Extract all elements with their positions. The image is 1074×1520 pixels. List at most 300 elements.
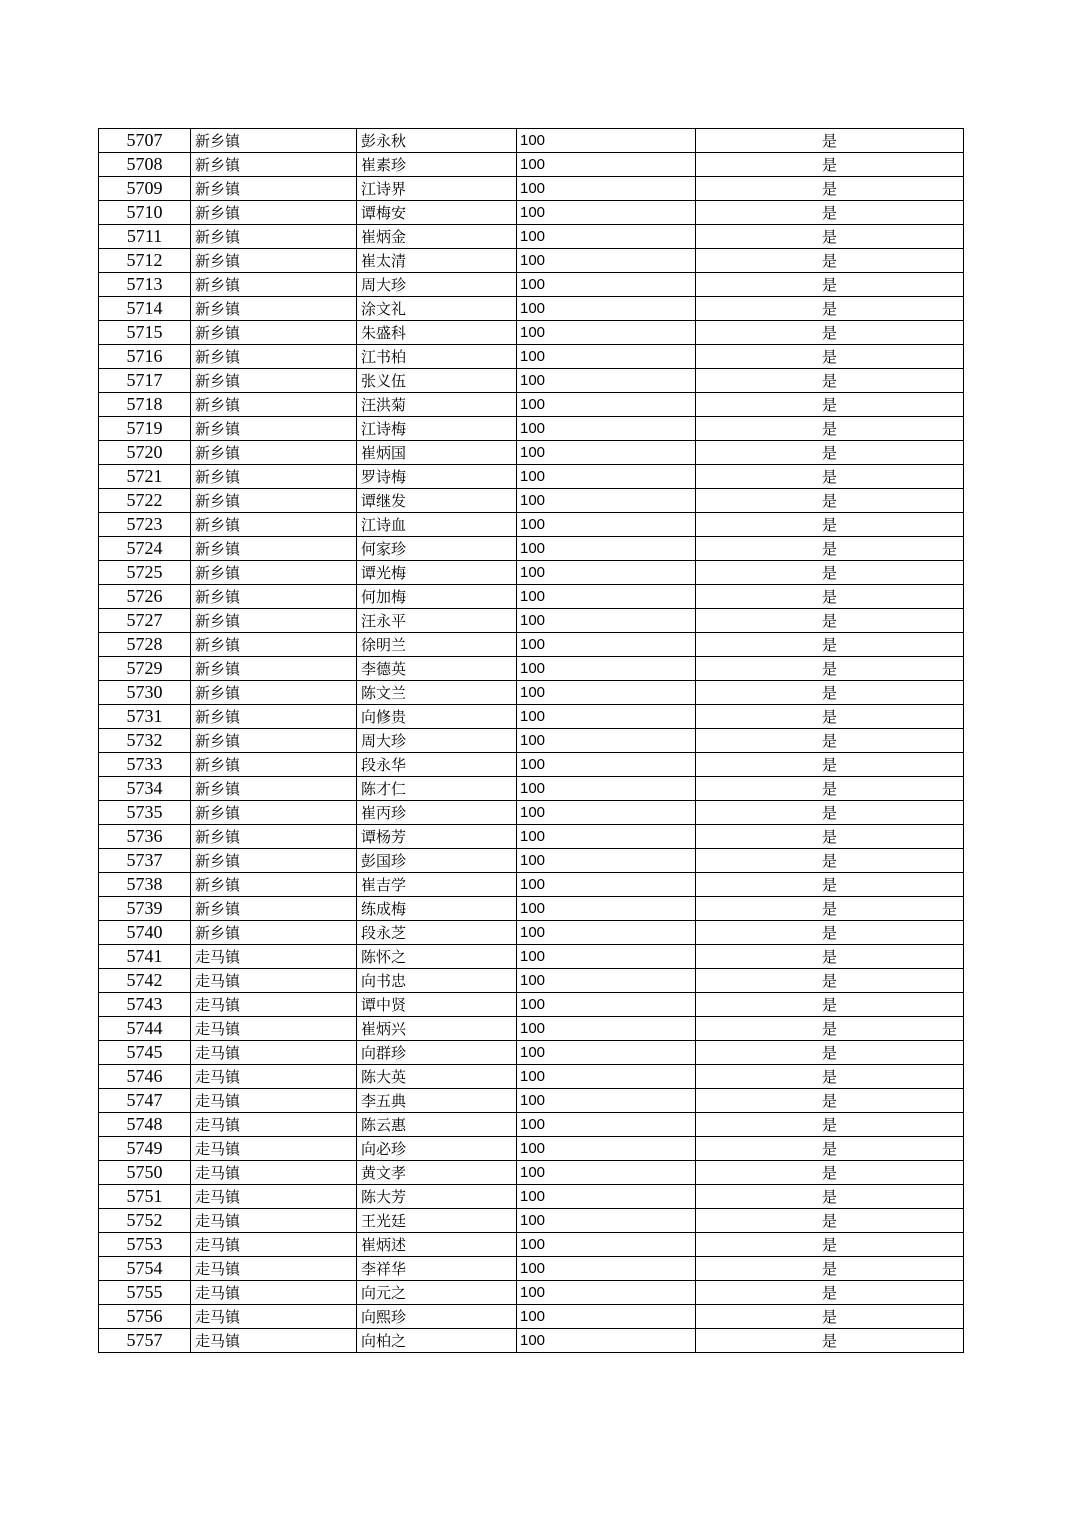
cell-name: 向元之: [357, 1281, 517, 1305]
cell-confirmed: 是: [696, 753, 964, 777]
cell-name: 崔丙珍: [357, 801, 517, 825]
cell-confirmed: 是: [696, 801, 964, 825]
table-row: [99, 1281, 964, 1305]
cell-town: 新乡镇: [191, 897, 357, 921]
cell-confirmed: 是: [696, 465, 964, 489]
cell-town: 新乡镇: [191, 441, 357, 465]
cell-serial: 5754: [99, 1257, 191, 1281]
table-row: [99, 1161, 964, 1185]
records-table: [98, 128, 964, 1353]
cell-confirmed: 是: [696, 1281, 964, 1305]
cell-confirmed: 是: [696, 681, 964, 705]
cell-score: 100: [517, 561, 696, 585]
cell-confirmed: 是: [696, 873, 964, 897]
cell-serial: 5717: [99, 369, 191, 393]
table-row: [99, 969, 964, 993]
table-row: [99, 345, 964, 369]
table-row: [99, 249, 964, 273]
cell-confirmed: 是: [696, 921, 964, 945]
cell-town: 新乡镇: [191, 489, 357, 513]
table-row: [99, 1089, 964, 1113]
cell-score: 100: [517, 849, 696, 873]
cell-town: 新乡镇: [191, 417, 357, 441]
table-row: [99, 681, 964, 705]
table-row: [99, 561, 964, 585]
cell-confirmed: 是: [696, 345, 964, 369]
cell-serial: 5734: [99, 777, 191, 801]
cell-serial: 5719: [99, 417, 191, 441]
cell-town: 走马镇: [191, 1329, 357, 1353]
cell-score: 100: [517, 585, 696, 609]
table-row: [99, 873, 964, 897]
table-row: [99, 177, 964, 201]
cell-score: 100: [517, 801, 696, 825]
cell-name: 罗诗梅: [357, 465, 517, 489]
cell-serial: 5739: [99, 897, 191, 921]
table-row: [99, 705, 964, 729]
cell-confirmed: 是: [696, 993, 964, 1017]
cell-town: 新乡镇: [191, 729, 357, 753]
cell-confirmed: 是: [696, 513, 964, 537]
cell-name: 徐明兰: [357, 633, 517, 657]
cell-confirmed: 是: [696, 225, 964, 249]
cell-confirmed: 是: [696, 417, 964, 441]
cell-town: 新乡镇: [191, 177, 357, 201]
cell-score: 100: [517, 321, 696, 345]
cell-town: 新乡镇: [191, 153, 357, 177]
cell-name: 涂文礼: [357, 297, 517, 321]
cell-confirmed: 是: [696, 537, 964, 561]
cell-score: 100: [517, 345, 696, 369]
table-body: [99, 129, 964, 1353]
cell-name: 向书忠: [357, 969, 517, 993]
cell-town: 新乡镇: [191, 249, 357, 273]
cell-confirmed: 是: [696, 297, 964, 321]
cell-serial: 5751: [99, 1185, 191, 1209]
cell-name: 王光廷: [357, 1209, 517, 1233]
cell-score: 100: [517, 1281, 696, 1305]
cell-serial: 5709: [99, 177, 191, 201]
cell-name: 崔炳兴: [357, 1017, 517, 1041]
cell-score: 100: [517, 129, 696, 153]
cell-town: 新乡镇: [191, 609, 357, 633]
cell-town: 新乡镇: [191, 921, 357, 945]
table-row: [99, 1305, 964, 1329]
cell-town: 新乡镇: [191, 537, 357, 561]
cell-confirmed: 是: [696, 777, 964, 801]
cell-confirmed: 是: [696, 369, 964, 393]
cell-name: 汪洪菊: [357, 393, 517, 417]
cell-serial: 5749: [99, 1137, 191, 1161]
cell-serial: 5757: [99, 1329, 191, 1353]
cell-town: 新乡镇: [191, 513, 357, 537]
cell-town: 走马镇: [191, 1161, 357, 1185]
cell-score: 100: [517, 177, 696, 201]
table-row: [99, 849, 964, 873]
cell-confirmed: 是: [696, 321, 964, 345]
cell-name: 谭继发: [357, 489, 517, 513]
cell-serial: 5729: [99, 657, 191, 681]
cell-town: 新乡镇: [191, 681, 357, 705]
cell-serial: 5707: [99, 129, 191, 153]
cell-name: 江诗界: [357, 177, 517, 201]
cell-town: 新乡镇: [191, 753, 357, 777]
table-row: [99, 465, 964, 489]
cell-serial: 5741: [99, 945, 191, 969]
table-row: [99, 1041, 964, 1065]
cell-serial: 5718: [99, 393, 191, 417]
cell-score: 100: [517, 1209, 696, 1233]
cell-town: 新乡镇: [191, 825, 357, 849]
cell-name: 向必珍: [357, 1137, 517, 1161]
cell-score: 100: [517, 153, 696, 177]
cell-serial: 5748: [99, 1113, 191, 1137]
table-row: [99, 609, 964, 633]
cell-confirmed: 是: [696, 657, 964, 681]
table-row: [99, 225, 964, 249]
cell-town: 走马镇: [191, 1137, 357, 1161]
cell-serial: 5708: [99, 153, 191, 177]
cell-serial: 5713: [99, 273, 191, 297]
table-row: [99, 825, 964, 849]
cell-confirmed: 是: [696, 633, 964, 657]
cell-score: 100: [517, 993, 696, 1017]
cell-name: 向群珍: [357, 1041, 517, 1065]
cell-town: 新乡镇: [191, 873, 357, 897]
cell-name: 何加梅: [357, 585, 517, 609]
cell-name: 段永芝: [357, 921, 517, 945]
cell-confirmed: 是: [696, 585, 964, 609]
cell-score: 100: [517, 465, 696, 489]
cell-town: 新乡镇: [191, 321, 357, 345]
cell-name: 谭光梅: [357, 561, 517, 585]
table-row: [99, 153, 964, 177]
cell-name: 江诗血: [357, 513, 517, 537]
cell-town: 走马镇: [191, 1305, 357, 1329]
cell-town: 走马镇: [191, 993, 357, 1017]
cell-name: 汪永平: [357, 609, 517, 633]
cell-name: 陈大芳: [357, 1185, 517, 1209]
table-row: [99, 393, 964, 417]
cell-serial: 5750: [99, 1161, 191, 1185]
cell-serial: 5744: [99, 1017, 191, 1041]
table-row: [99, 417, 964, 441]
cell-name: 江诗梅: [357, 417, 517, 441]
cell-serial: 5710: [99, 201, 191, 225]
cell-confirmed: 是: [696, 729, 964, 753]
cell-serial: 5752: [99, 1209, 191, 1233]
cell-name: 崔炳金: [357, 225, 517, 249]
cell-score: 100: [517, 1185, 696, 1209]
cell-confirmed: 是: [696, 825, 964, 849]
table-row: [99, 513, 964, 537]
cell-score: 100: [517, 753, 696, 777]
cell-score: 100: [517, 1257, 696, 1281]
cell-score: 100: [517, 369, 696, 393]
table-row: [99, 1113, 964, 1137]
cell-serial: 5743: [99, 993, 191, 1017]
cell-town: 新乡镇: [191, 585, 357, 609]
cell-name: 黄文孝: [357, 1161, 517, 1185]
cell-score: 100: [517, 513, 696, 537]
cell-confirmed: 是: [696, 1233, 964, 1257]
table-row: [99, 1209, 964, 1233]
cell-confirmed: 是: [696, 1089, 964, 1113]
table-row: [99, 1185, 964, 1209]
table-row: [99, 369, 964, 393]
cell-serial: 5720: [99, 441, 191, 465]
cell-score: 100: [517, 225, 696, 249]
cell-score: 100: [517, 609, 696, 633]
cell-town: 新乡镇: [191, 465, 357, 489]
cell-confirmed: 是: [696, 393, 964, 417]
cell-score: 100: [517, 1329, 696, 1353]
cell-score: 100: [517, 777, 696, 801]
cell-town: 走马镇: [191, 1065, 357, 1089]
cell-serial: 5742: [99, 969, 191, 993]
cell-score: 100: [517, 297, 696, 321]
cell-name: 李祥华: [357, 1257, 517, 1281]
cell-score: 100: [517, 873, 696, 897]
cell-serial: 5738: [99, 873, 191, 897]
cell-serial: 5746: [99, 1065, 191, 1089]
cell-town: 新乡镇: [191, 801, 357, 825]
cell-confirmed: 是: [696, 897, 964, 921]
cell-score: 100: [517, 825, 696, 849]
cell-serial: 5732: [99, 729, 191, 753]
cell-name: 彭国珍: [357, 849, 517, 873]
cell-name: 段永华: [357, 753, 517, 777]
cell-serial: 5726: [99, 585, 191, 609]
cell-name: 周大珍: [357, 729, 517, 753]
cell-town: 走马镇: [191, 1017, 357, 1041]
cell-name: 陈文兰: [357, 681, 517, 705]
cell-name: 周大珍: [357, 273, 517, 297]
table-row: [99, 1137, 964, 1161]
cell-score: 100: [517, 657, 696, 681]
cell-serial: 5728: [99, 633, 191, 657]
table-row: [99, 921, 964, 945]
cell-town: 新乡镇: [191, 777, 357, 801]
cell-confirmed: 是: [696, 201, 964, 225]
cell-name: 练成梅: [357, 897, 517, 921]
table-row: [99, 801, 964, 825]
cell-name: 陈云惠: [357, 1113, 517, 1137]
table-row: [99, 273, 964, 297]
cell-town: 新乡镇: [191, 345, 357, 369]
cell-score: 100: [517, 1017, 696, 1041]
table-row: [99, 897, 964, 921]
cell-town: 新乡镇: [191, 633, 357, 657]
cell-score: 100: [517, 729, 696, 753]
cell-score: 100: [517, 441, 696, 465]
cell-serial: 5727: [99, 609, 191, 633]
cell-serial: 5714: [99, 297, 191, 321]
cell-score: 100: [517, 1113, 696, 1137]
cell-name: 谭中贤: [357, 993, 517, 1017]
cell-score: 100: [517, 417, 696, 441]
cell-score: 100: [517, 945, 696, 969]
cell-confirmed: 是: [696, 1257, 964, 1281]
cell-serial: 5721: [99, 465, 191, 489]
table-row: [99, 129, 964, 153]
cell-score: 100: [517, 1137, 696, 1161]
table-row: [99, 657, 964, 681]
cell-town: 走马镇: [191, 969, 357, 993]
cell-confirmed: 是: [696, 1017, 964, 1041]
table-row: [99, 945, 964, 969]
cell-serial: 5735: [99, 801, 191, 825]
cell-score: 100: [517, 1161, 696, 1185]
cell-serial: 5716: [99, 345, 191, 369]
cell-serial: 5723: [99, 513, 191, 537]
table-row: [99, 489, 964, 513]
cell-town: 走马镇: [191, 1185, 357, 1209]
cell-town: 走马镇: [191, 1041, 357, 1065]
cell-town: 新乡镇: [191, 129, 357, 153]
cell-confirmed: 是: [696, 249, 964, 273]
cell-score: 100: [517, 1041, 696, 1065]
cell-name: 崔太清: [357, 249, 517, 273]
cell-score: 100: [517, 1089, 696, 1113]
cell-serial: 5722: [99, 489, 191, 513]
cell-score: 100: [517, 489, 696, 513]
cell-score: 100: [517, 393, 696, 417]
table-row: [99, 441, 964, 465]
cell-serial: 5731: [99, 705, 191, 729]
cell-confirmed: 是: [696, 1161, 964, 1185]
cell-confirmed: 是: [696, 1209, 964, 1233]
cell-score: 100: [517, 1233, 696, 1257]
cell-name: 崔炳述: [357, 1233, 517, 1257]
cell-confirmed: 是: [696, 153, 964, 177]
cell-serial: 5737: [99, 849, 191, 873]
cell-confirmed: 是: [696, 273, 964, 297]
cell-confirmed: 是: [696, 1185, 964, 1209]
table-row: [99, 729, 964, 753]
table-row: [99, 1329, 964, 1353]
cell-name: 陈怀之: [357, 945, 517, 969]
cell-town: 新乡镇: [191, 849, 357, 873]
cell-confirmed: 是: [696, 129, 964, 153]
table-row: [99, 777, 964, 801]
cell-town: 走马镇: [191, 1089, 357, 1113]
table-row: [99, 993, 964, 1017]
cell-town: 走马镇: [191, 1209, 357, 1233]
table-row: [99, 585, 964, 609]
cell-score: 100: [517, 249, 696, 273]
cell-score: 100: [517, 897, 696, 921]
table-row: [99, 297, 964, 321]
cell-serial: 5747: [99, 1089, 191, 1113]
cell-name: 彭永秋: [357, 129, 517, 153]
table-row: [99, 321, 964, 345]
cell-score: 100: [517, 633, 696, 657]
table-row: [99, 1017, 964, 1041]
cell-score: 100: [517, 921, 696, 945]
cell-town: 走马镇: [191, 1257, 357, 1281]
cell-confirmed: 是: [696, 1305, 964, 1329]
cell-confirmed: 是: [696, 489, 964, 513]
cell-score: 100: [517, 705, 696, 729]
cell-confirmed: 是: [696, 849, 964, 873]
cell-name: 向熙珍: [357, 1305, 517, 1329]
cell-confirmed: 是: [696, 561, 964, 585]
cell-town: 新乡镇: [191, 657, 357, 681]
cell-serial: 5740: [99, 921, 191, 945]
table-row: [99, 1065, 964, 1089]
cell-score: 100: [517, 273, 696, 297]
cell-town: 新乡镇: [191, 561, 357, 585]
table-row: [99, 1257, 964, 1281]
cell-serial: 5736: [99, 825, 191, 849]
cell-confirmed: 是: [696, 609, 964, 633]
cell-town: 新乡镇: [191, 705, 357, 729]
cell-name: 崔炳国: [357, 441, 517, 465]
cell-score: 100: [517, 537, 696, 561]
cell-name: 江书柏: [357, 345, 517, 369]
cell-serial: 5753: [99, 1233, 191, 1257]
cell-name: 谭梅安: [357, 201, 517, 225]
cell-name: 向柏之: [357, 1329, 517, 1353]
cell-confirmed: 是: [696, 1041, 964, 1065]
cell-serial: 5755: [99, 1281, 191, 1305]
cell-confirmed: 是: [696, 1137, 964, 1161]
table-row: [99, 201, 964, 225]
cell-town: 走马镇: [191, 945, 357, 969]
cell-confirmed: 是: [696, 1329, 964, 1353]
cell-serial: 5715: [99, 321, 191, 345]
cell-town: 新乡镇: [191, 201, 357, 225]
cell-town: 走马镇: [191, 1281, 357, 1305]
cell-serial: 5711: [99, 225, 191, 249]
cell-name: 陈才仁: [357, 777, 517, 801]
cell-name: 崔吉学: [357, 873, 517, 897]
cell-confirmed: 是: [696, 945, 964, 969]
cell-town: 新乡镇: [191, 297, 357, 321]
cell-serial: 5745: [99, 1041, 191, 1065]
cell-town: 新乡镇: [191, 225, 357, 249]
cell-serial: 5756: [99, 1305, 191, 1329]
table-row: [99, 753, 964, 777]
cell-town: 新乡镇: [191, 369, 357, 393]
cell-score: 100: [517, 1065, 696, 1089]
cell-confirmed: 是: [696, 705, 964, 729]
cell-name: 张义伍: [357, 369, 517, 393]
cell-name: 崔素珍: [357, 153, 517, 177]
table-row: [99, 537, 964, 561]
cell-town: 新乡镇: [191, 393, 357, 417]
cell-serial: 5712: [99, 249, 191, 273]
cell-serial: 5724: [99, 537, 191, 561]
cell-score: 100: [517, 681, 696, 705]
cell-name: 李五典: [357, 1089, 517, 1113]
table-row: [99, 1233, 964, 1257]
cell-town: 走马镇: [191, 1233, 357, 1257]
cell-confirmed: 是: [696, 441, 964, 465]
cell-name: 朱盛科: [357, 321, 517, 345]
cell-score: 100: [517, 201, 696, 225]
cell-confirmed: 是: [696, 177, 964, 201]
cell-name: 向修贵: [357, 705, 517, 729]
table-row: [99, 633, 964, 657]
cell-serial: 5730: [99, 681, 191, 705]
cell-name: 李德英: [357, 657, 517, 681]
cell-name: 何家珍: [357, 537, 517, 561]
cell-serial: 5733: [99, 753, 191, 777]
cell-score: 100: [517, 1305, 696, 1329]
cell-name: 陈大英: [357, 1065, 517, 1089]
